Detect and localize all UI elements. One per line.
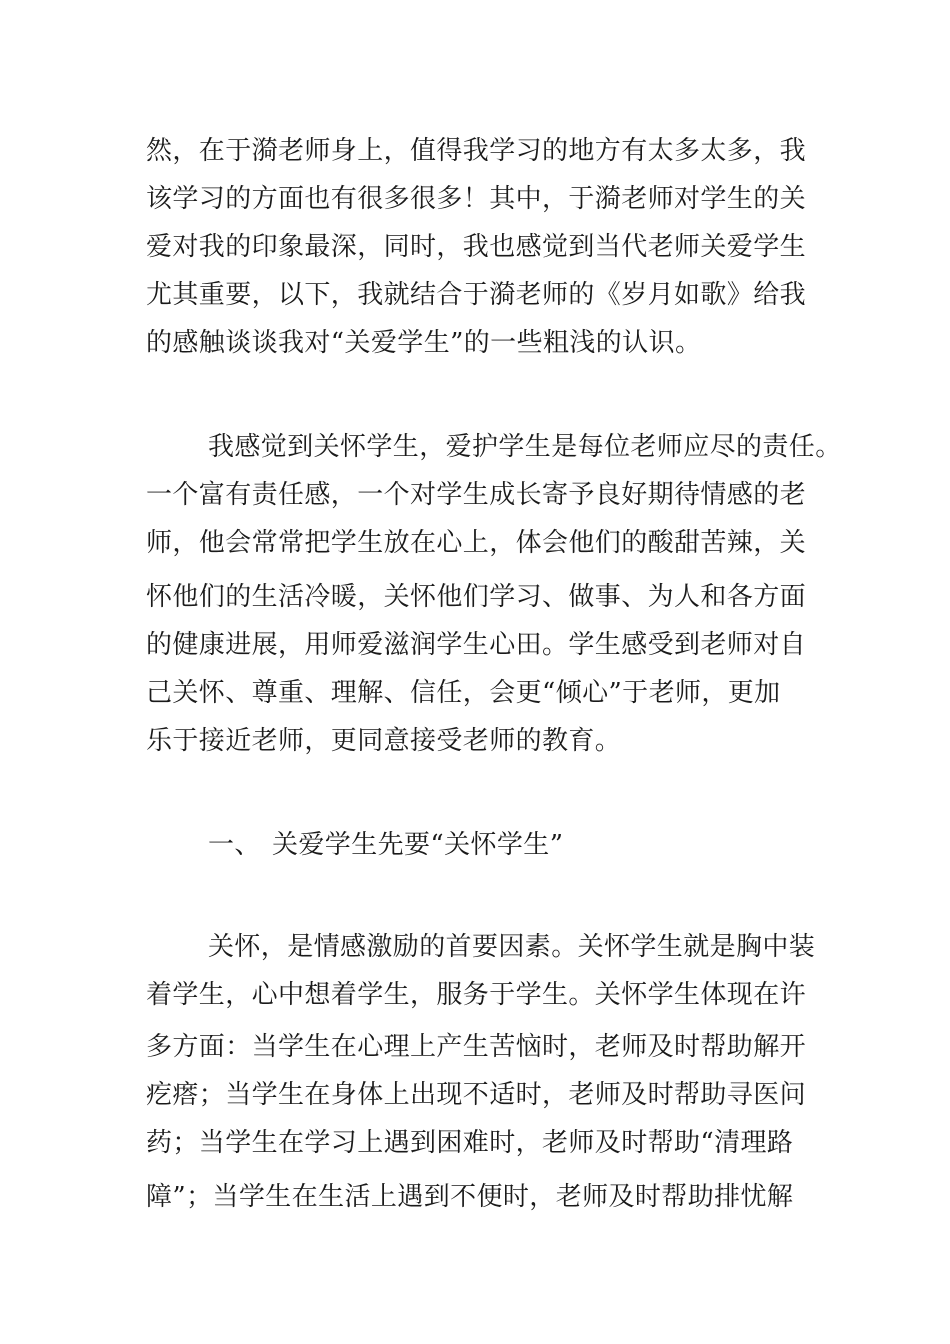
paragraph-1-line-4: 尤其重要，以下，我就结合于漪老师的《岁月如歌》给我 [146, 280, 807, 310]
paragraph-3-line-5: 药；当学生在学习上遇到困难时，老师及时帮助“清理路 [146, 1128, 794, 1158]
paragraph-3-line-1: 关怀，是情感激励的首要因素。关怀学生就是胸中装 [208, 932, 816, 962]
section-heading-number: 一、 [208, 830, 261, 860]
paragraph-1-line-1: 然，在于漪老师身上，值得我学习的地方有太多太多，我 [146, 136, 807, 166]
paragraph-1-line-3: 爱对我的印象最深，同时，我也感觉到当代老师关爱学生 [146, 232, 807, 262]
paragraph-2-line-2: 一个富有责任感，一个对学生成长寄予良好期待情感的老 [146, 480, 807, 510]
paragraph-1-line-5: 的感触谈谈我对“关爱学生”的一些粗浅的认识。 [146, 328, 702, 358]
paragraph-3-line-3: 多方面：当学生在心理上产生苦恼时，老师及时帮助解开 [146, 1032, 807, 1062]
paragraph-3-line-6: 障”；当学生在生活上遇到不便时，老师及时帮助排忧解 [146, 1182, 794, 1212]
paragraph-2-line-4: 怀他们的生活冷暖，关怀他们学习、做事、为人和各方面 [146, 582, 807, 612]
paragraph-2-line-5: 的健康进展，用师爱滋润学生心田。学生感受到老师对自 [146, 630, 807, 660]
section-heading-text: 关爱学生先要“关怀学生” [272, 830, 564, 860]
paragraph-1-line-2: 该学习的方面也有很多很多！其中，于漪老师对学生的关 [146, 184, 807, 214]
paragraph-3-line-4: 疙瘩；当学生在身体上出现不适时，老师及时帮助寻医问 [146, 1080, 807, 1110]
paragraph-2-line-1: 我感觉到关怀学生，爱护学生是每位老师应尽的责任。 [208, 432, 842, 462]
paragraph-2-line-7: 乐于接近老师，更同意接受老师的教育。 [146, 726, 622, 756]
paragraph-2-line-6: 己关怀、尊重、理解、信任，会更“倾心”于老师，更加 [146, 678, 781, 708]
paragraph-3-line-2: 着学生，心中想着学生，服务于学生。关怀学生体现在许 [146, 980, 807, 1010]
paragraph-2-line-3: 师，他会常常把学生放在心上，体会他们的酸甜苦辣，关 [146, 528, 807, 558]
